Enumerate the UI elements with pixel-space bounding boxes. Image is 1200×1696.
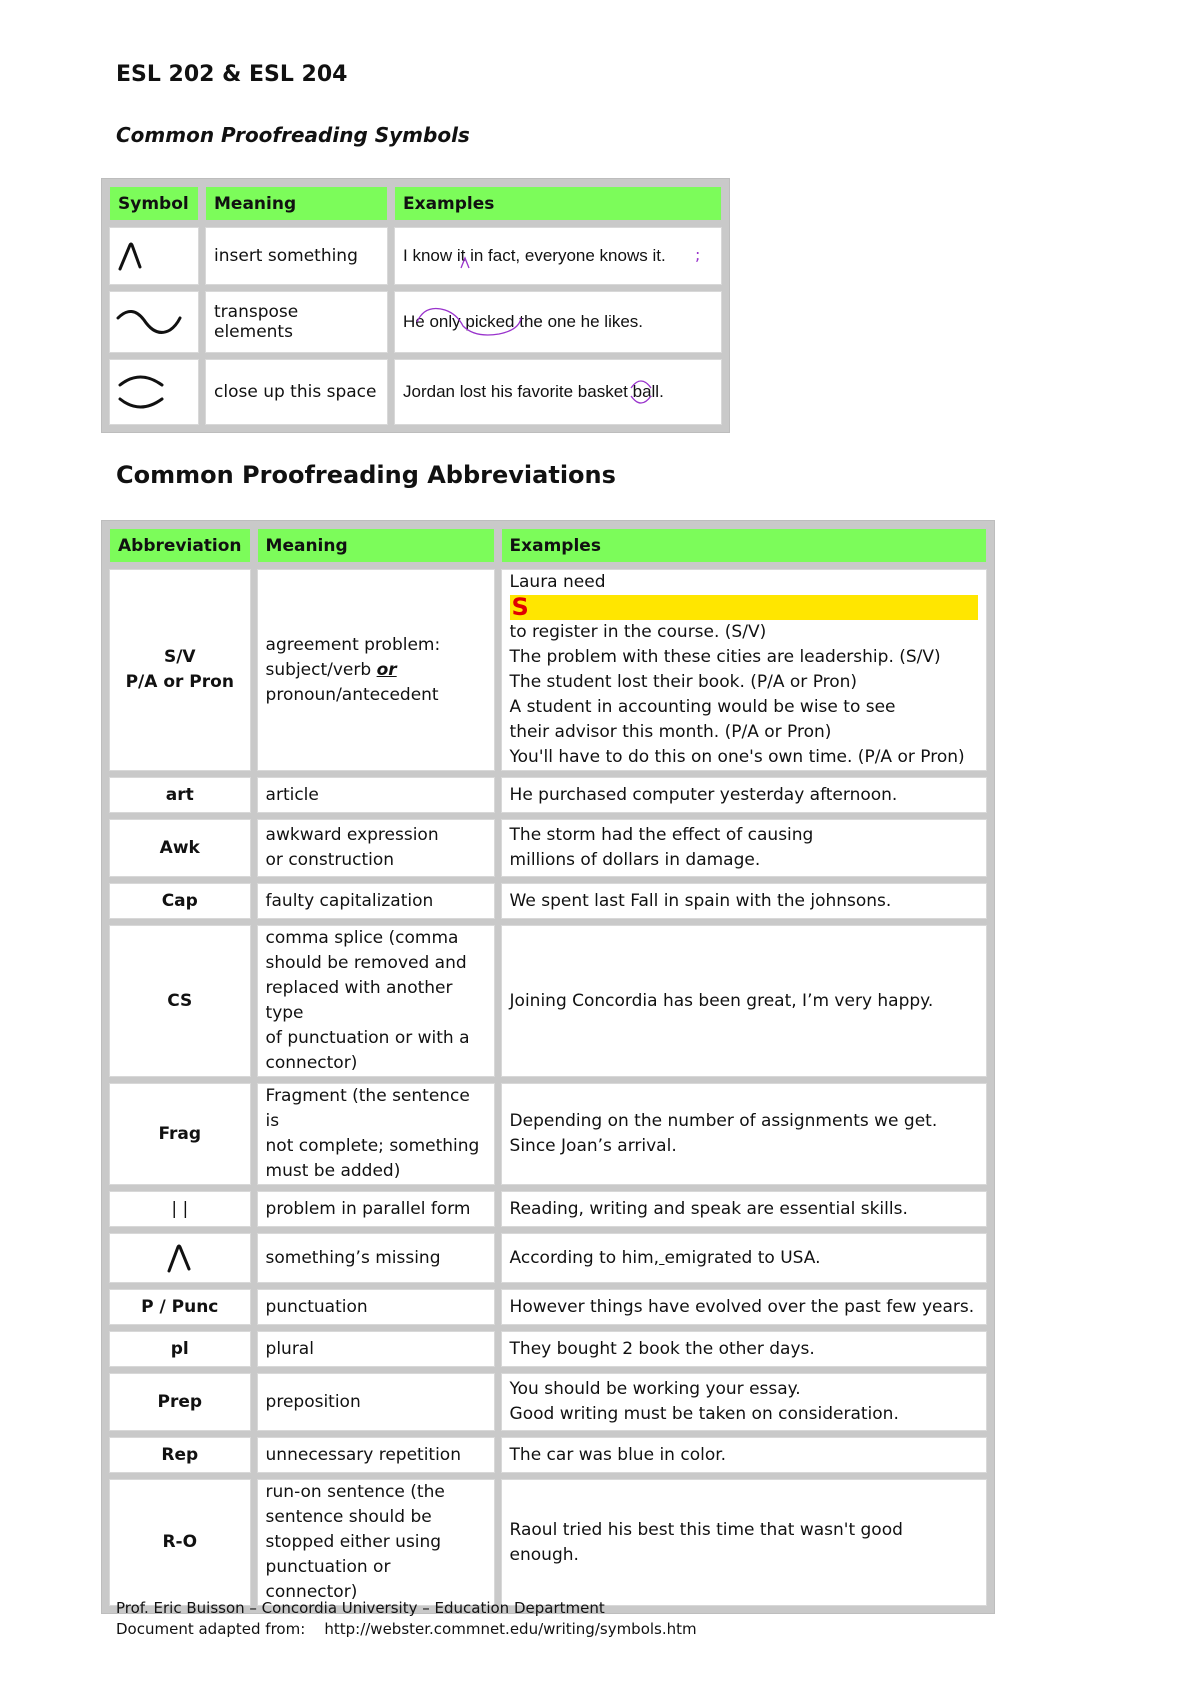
abbreviations-header-row [110, 529, 986, 562]
abbr-code: CS [110, 926, 250, 1076]
abbr-meaning: comma splice (comma should be removed and replaced with another type of punctuation or with a connector) [258, 926, 494, 1076]
symbols-header-meaning: Meaning [206, 187, 387, 220]
abbr-header-examples: Examples [502, 529, 986, 562]
footer [116, 1598, 697, 1640]
abbr-code: Cap [110, 884, 250, 918]
table-row [110, 820, 986, 876]
abbr-meaning: problem in parallel form [258, 1192, 494, 1226]
abbr-code: P / Punc [110, 1290, 250, 1324]
symbols-header-examples: Examples [395, 187, 721, 220]
abbr-example: Laura need S to register in the course. (S/V) The problem with these cities are leadership. (S/V) The student lost their book. (P/A or Pron) A student in accounting would be wise to see their advisor this month. (P/A or Pron) You'll have to do this on one's own time. (P/A or Pron) [502, 570, 986, 770]
table-row [110, 884, 986, 918]
abbreviations-table [101, 520, 995, 1614]
table-row [110, 1332, 986, 1366]
abbr-meaning: plural [258, 1332, 494, 1366]
abbr-meaning: article [258, 778, 494, 812]
abbr-code: art [110, 778, 250, 812]
abbr-code: pl [110, 1332, 250, 1366]
close-up-icon [114, 369, 170, 415]
abbr-code: Awk [110, 820, 250, 876]
symbols-header-row [110, 187, 721, 220]
table-row [110, 1374, 986, 1430]
table-row [110, 228, 721, 284]
abbr-meaning: run-on sentence (the sentence should be stopped either using punctuation or connector) [258, 1480, 494, 1605]
symbol-example: Jordan lost his favorite basket ball. [395, 360, 721, 424]
caret-missing-icon [163, 1241, 197, 1275]
abbr-example: The car was blue in color. [502, 1438, 986, 1472]
abbr-example: However things have evolved over the past few years. [502, 1290, 986, 1324]
abbr-example: Reading, writing and speak are essential skills. [502, 1192, 986, 1226]
abbr-header-meaning: Meaning [258, 529, 494, 562]
table-row [110, 1234, 986, 1282]
abbr-header-abbreviation: Abbreviation [110, 529, 250, 562]
abbr-example: He purchased computer yesterday afternoon. [502, 778, 986, 812]
abbr-example: Raoul tried his best this time that wasn't good enough. [502, 1480, 986, 1605]
abbr-example: The storm had the effect of causing millions of dollars in damage. [502, 820, 986, 876]
abbr-meaning: something’s missing [258, 1234, 494, 1282]
footer-source-label: Document adapted from: [116, 1620, 306, 1638]
symbols-table [101, 178, 730, 433]
abbr-meaning: preposition [258, 1374, 494, 1430]
footer-credit: Prof. Eric Buisson – Concordia University – Education Department [116, 1599, 605, 1617]
symbol-meaning: transpose elements [206, 292, 387, 352]
abbr-example: Joining Concordia has been great, I’m very happy. [502, 926, 986, 1076]
svg-text:;: ; [695, 245, 701, 264]
table-row [110, 1084, 986, 1184]
abbr-code: Rep [110, 1438, 250, 1472]
abbr-example: We spent last Fall in spain with the johnsons. [502, 884, 986, 918]
abbr-meaning: unnecessary repetition [258, 1438, 494, 1472]
abbr-code: | | [110, 1192, 250, 1226]
symbol-example: I know it in fact, everyone knows it. ; [395, 228, 721, 284]
abbr-example: According to him, emigrated to USA. [502, 1234, 986, 1282]
abbreviations-heading: Common Proofreading Abbreviations [116, 461, 616, 489]
table-row [110, 292, 721, 352]
highlighted-s: S [510, 595, 978, 620]
transpose-icon [114, 302, 186, 342]
symbols-header-symbol: Symbol [110, 187, 198, 220]
table-row [110, 570, 986, 770]
abbr-meaning: punctuation [258, 1290, 494, 1324]
footer-source-url[interactable]: http://webster.commnet.edu/writing/symbols.htm [324, 1620, 697, 1638]
abbr-code: Frag [110, 1084, 250, 1184]
abbr-code: Prep [110, 1374, 250, 1430]
abbr-code: S/V P/A or Pron [110, 570, 250, 770]
abbr-example: You should be working your essay. Good writing must be taken on consideration. [502, 1374, 986, 1430]
abbr-meaning: awkward expression or construction [258, 820, 494, 876]
abbr-example: Depending on the number of assignments we get. Since Joan’s arrival. [502, 1084, 986, 1184]
abbr-meaning: agreement problem: subject/verb or pronoun/antecedent [258, 570, 494, 770]
abbr-example: They bought 2 book the other days. [502, 1332, 986, 1366]
table-row [110, 1192, 986, 1226]
symbol-meaning: insert something [206, 228, 387, 284]
abbr-meaning: Fragment (the sentence is not complete; something must be added) [258, 1084, 494, 1184]
table-row [110, 1438, 986, 1472]
table-row [110, 1290, 986, 1324]
abbr-code: R-O [110, 1480, 250, 1605]
caret-insert-icon [114, 239, 154, 273]
table-row [110, 778, 986, 812]
symbol-meaning: close up this space [206, 360, 387, 424]
table-row [110, 360, 721, 424]
symbol-example: He only picked the one he likes. [395, 292, 721, 352]
symbols-heading: Common Proofreading Symbols [116, 123, 470, 147]
abbr-meaning: faulty capitalization [258, 884, 494, 918]
table-row [110, 1480, 986, 1605]
course-title: ESL 202 & ESL 204 [116, 62, 348, 87]
table-row [110, 926, 986, 1076]
